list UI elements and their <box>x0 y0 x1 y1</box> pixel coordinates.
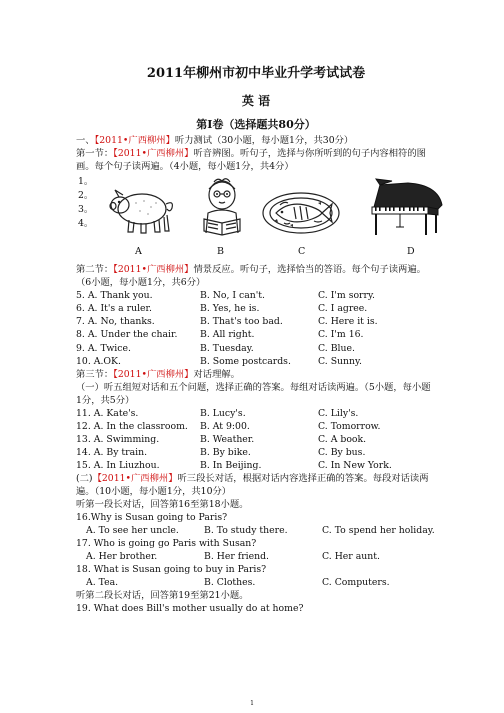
picture-label-c: C <box>298 246 306 257</box>
question-16: 16.Why is Susan going to Paris? <box>76 512 228 523</box>
question-number: 2。 <box>78 190 94 201</box>
section2-heading: 第二节：【2011•广西柳州】情景反应。听句子，选择恰当的答语。每个句子读两遍。（6小题，每小题1分，共6分） <box>76 264 426 288</box>
source-tag: 【2011•广西柳州】 <box>94 135 175 146</box>
exam-content <box>76 66 436 615</box>
answer-row: 14. A. By train. B. By bike. C. By bus. <box>76 447 366 458</box>
section1-heading: 第一节：【2011•广西柳州】听音辨图。听句子，选择与你所听到的句子内容相符的图画。每个句子读两遍。（4小题，每小题1分，共4分） <box>76 148 426 172</box>
answer-row: 12. A. In the classroom. B. At 9:00. C. Tomorrow. <box>76 421 381 432</box>
answer-row: 13. A. Swimming. B. Weather. C. A book. <box>76 434 367 445</box>
picture-label-d: D <box>407 246 415 257</box>
answer-row: 5. A. Thank you. B. No, I can't. C. I'm sorry. <box>76 290 375 301</box>
answer-row: 8. A. Under the chair. B. All right. C. I'm 16. <box>76 329 364 340</box>
answer-row: 7. A. No, thanks. B. That's too bad. C. Here it is. <box>76 316 378 327</box>
pig-icon <box>106 177 178 239</box>
source-tag: 【2011•广西柳州】 <box>113 369 194 380</box>
question-number: 1。 <box>78 176 94 187</box>
question-19: 19. What does Bill's mother usually do at home? <box>76 603 304 614</box>
piano-icon <box>366 177 446 239</box>
question-16-options: A. To see her uncle. B. To study there. C. To spend her holiday. <box>86 525 435 536</box>
question-17-options: A. Her brother. B. Her friend. C. Her aunt. <box>86 551 380 562</box>
boy-reading-icon <box>198 175 246 241</box>
answer-row: 6. A. It's a ruler. B. Yes, he is. C. I agree. <box>76 303 368 314</box>
answer-row: 10. A.OK. B. Some postcards. C. Sunny. <box>76 356 362 367</box>
dialog2-instruction: 听第二段长对话，回答第19至第21小题。 <box>76 590 249 601</box>
fish-plate-icon <box>260 185 342 237</box>
picture-label-a: A <box>135 246 142 257</box>
subsection2-heading: (二)【2011•广西柳州】听三段长对话，根据对话内容选择正确的答案。每段对话读两遍。（10小题，每小题1分，共10分） <box>76 473 429 497</box>
answer-row: 9. A. Twice. B. Tuesday. C. Blue. <box>76 343 355 354</box>
exam-subject: 英 语 <box>241 94 271 108</box>
question-18-options: A. Tea. B. Clothes. C. Computers. <box>86 577 390 588</box>
question-number: 3。 <box>78 204 94 215</box>
page-number: 1 <box>250 700 254 707</box>
volume-heading: 第Ⅰ卷（选择题共80分） <box>196 118 316 131</box>
subsection1-heading: （一）听五组短对话和五个问题，选择正确的答案。每组对话读两遍。（5小题，每小题1分，共5分） <box>76 382 431 406</box>
dialog1-instruction: 听第一段长对话，回答第16至第18小题。 <box>76 499 249 510</box>
exam-title: 2011年柳州市初中毕业升学考试试卷 <box>146 66 366 81</box>
source-tag: 【2011•广西柳州】 <box>113 264 194 275</box>
question-number: 4。 <box>78 218 94 229</box>
answer-row: 15. A. In Liuzhou. B. In Beijing. C. In New York. <box>76 460 392 471</box>
picture-question-numbers <box>78 175 93 231</box>
picture-choices <box>76 175 436 259</box>
part1-heading: 一、【2011•广西柳州】听力测试（30小题，每小题1分，共30分） <box>76 135 354 146</box>
source-tag: 【2011•广西柳州】 <box>92 473 178 484</box>
question-18: 18. What is Susan going to buy in Paris? <box>76 564 267 575</box>
source-tag: 【2011•广西柳州】 <box>113 148 194 159</box>
picture-label-b: B <box>217 246 224 257</box>
section3-heading: 第三节：【2011•广西柳州】对话理解。 <box>76 369 240 380</box>
question-17: 17. Who is going go Paris with Susan? <box>76 538 257 549</box>
answer-row: 11. A. Kate's. B. Lucy's. C. Lily's. <box>76 408 359 419</box>
